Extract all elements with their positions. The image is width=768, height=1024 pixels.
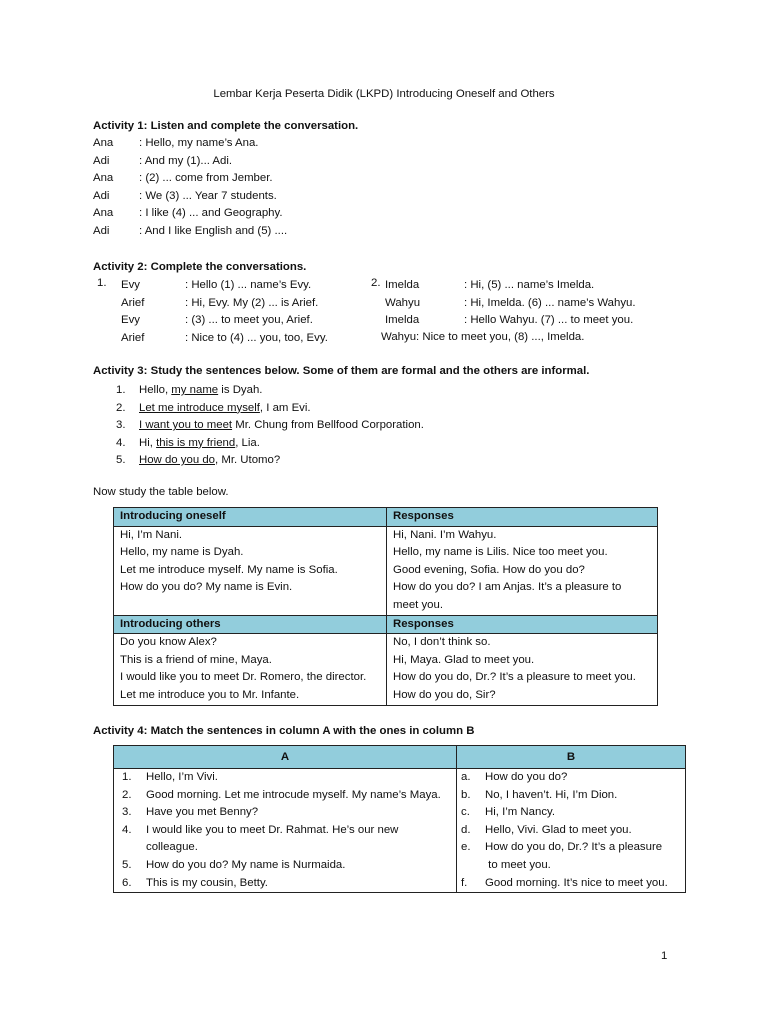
speaker-name: Adi — [93, 154, 110, 167]
conversation-line — [93, 205, 287, 223]
underlined-expression: my name — [171, 384, 219, 396]
item-text: This is my cousin, Betty. — [146, 876, 268, 889]
item-number: d. — [461, 823, 471, 836]
item-number: 6. — [122, 876, 132, 889]
conversation-line — [385, 312, 636, 330]
sentence-item — [116, 417, 424, 435]
table-cell-line: Hi, I’m Nani. — [120, 528, 183, 541]
sentence-suffix: is Dyah. — [218, 384, 263, 396]
match-item — [461, 787, 679, 805]
match-item — [122, 839, 450, 857]
item-number: 4. — [116, 436, 126, 449]
speaker-name: Arief — [121, 296, 145, 309]
introducing-others-cell — [114, 634, 387, 705]
line-text: : Nice to (4) ... you, too, Evy. — [185, 331, 328, 344]
match-item — [122, 857, 450, 875]
item-number: 3. — [116, 419, 126, 432]
speaker-name: Arief — [121, 331, 145, 344]
item-text: Have you met Benny? — [146, 806, 259, 819]
activity3-heading: Activity 3: Study the sentences below. Some of them are formal and the others are informal. — [93, 365, 590, 377]
table-cell-line: How do you do, Sir? — [393, 688, 496, 701]
item-text: colleague. — [146, 841, 198, 854]
speaker-name: Adi — [93, 189, 110, 202]
line-text: : And my (1)... Adi. — [139, 154, 233, 167]
activity2-conv1-number: 1. — [97, 277, 107, 289]
item-number: 2. — [116, 401, 126, 414]
item-text: How do you do, Dr.? It’s a pleasure — [485, 841, 663, 854]
item-number: 5. — [116, 454, 126, 467]
sentence-suffix: , I am Evi. — [259, 401, 311, 414]
line-text: : Hello Wahyu. (7) ... to meet you. — [464, 314, 634, 327]
match-item — [122, 804, 450, 822]
match-item — [122, 875, 450, 893]
column-b-header: B — [457, 746, 686, 769]
conversation-line — [121, 277, 328, 295]
column-a-cell — [114, 769, 457, 893]
speaker-name: Imelda — [385, 314, 420, 327]
speaker-name: Evy — [121, 314, 140, 327]
table-intro: Now study the table below. — [93, 486, 229, 498]
conversation-line — [121, 295, 328, 313]
conversation-line — [93, 188, 287, 206]
match-item — [461, 875, 679, 893]
conversation-line — [93, 170, 287, 188]
sentence-item — [116, 452, 424, 470]
activity2-conversation-1 — [121, 277, 328, 347]
activity4-heading: Activity 4: Match the sentences in column A with the ones in column B — [93, 725, 475, 737]
line-text: : Hello (1) ... name’s Evy. — [185, 279, 312, 291]
line-text: : (2) ... come from Jember. — [139, 172, 273, 185]
match-item — [122, 822, 450, 840]
line-text: : Hi, Imelda. (6) ... name’s Wahyu. — [464, 296, 636, 309]
sentence-suffix: Mr. Chung from Bellfood Corporation. — [232, 419, 424, 432]
underlined-expression: this is my friend — [156, 436, 236, 449]
introductions-table — [113, 507, 658, 706]
match-item — [461, 839, 679, 857]
activity2-conv2-last-line: Wahyu: Nice to meet you, (8) ..., Imelda. — [381, 331, 585, 343]
item-number: e. — [461, 841, 471, 854]
activity3-sentence-list — [116, 382, 424, 470]
item-text: Hi, I’m Nancy. — [485, 806, 556, 819]
item-number: 4. — [122, 823, 132, 836]
table-cell-line: Let me introduce you to Mr. Infante. — [120, 688, 300, 701]
table-cell-line: meet you. — [393, 598, 444, 611]
speaker-name: Adi — [93, 224, 110, 237]
match-item — [461, 804, 679, 822]
item-number: f. — [461, 876, 468, 889]
item-text: Good morning. It’s nice to meet you. — [485, 876, 668, 889]
responses-oneself-cell — [387, 526, 658, 615]
item-text: How do you do? My name is Nurmaida. — [146, 858, 346, 871]
line-text: : (3) ... to meet you, Arief. — [185, 314, 313, 327]
underlined-expression: How do you do — [139, 454, 215, 467]
line-text: : We (3) ... Year 7 students. — [139, 189, 277, 202]
sentence-suffix: , Lia. — [235, 436, 260, 449]
table-cell-line: Hi, Maya. Glad to meet you. — [393, 653, 535, 666]
item-text: Good morning. Let me introcude myself. My name’s Maya. — [146, 788, 441, 801]
line-text: : And I like English and (5) .... — [139, 224, 288, 237]
activity2-conv2-number: 2. — [371, 277, 381, 289]
table-cell-line: No, I don’t think so. — [393, 636, 491, 649]
item-number: c. — [461, 806, 470, 819]
item-text: How do you do? — [485, 771, 568, 783]
conversation-line — [93, 135, 287, 153]
item-text: I would like you to meet Dr. Rahmat. He’s our new — [146, 823, 399, 836]
item-text: Hello, I’m Vivi. — [146, 771, 218, 783]
line-text: : Hi, Evy. My (2) ... is Arief. — [185, 296, 319, 309]
column-b-cell — [457, 769, 686, 893]
table-header-introducing-oneself: Introducing oneself — [114, 508, 387, 527]
column-a-header: A — [114, 746, 457, 769]
table-cell-line: Do you know Alex? — [120, 636, 217, 649]
item-number: 5. — [122, 858, 132, 871]
conversation-line — [385, 295, 636, 313]
sentence-suffix: , Mr. Utomo? — [215, 454, 281, 467]
table-cell-line: Hello, my name is Dyah. — [120, 546, 244, 559]
page-number: 1 — [661, 950, 668, 962]
activity1-heading: Activity 1: Listen and complete the conversation. — [93, 120, 359, 132]
speaker-name: Ana — [93, 172, 114, 185]
table-cell-line: Let me introduce myself. My name is Sofia. — [120, 563, 338, 576]
sentence-item — [116, 400, 424, 418]
conversation-line — [93, 223, 287, 241]
match-item — [122, 769, 450, 787]
matching-table — [113, 745, 686, 893]
activity1-conversation — [93, 135, 287, 241]
activity2-heading: Activity 2: Complete the conversations. — [93, 261, 307, 273]
match-item — [122, 787, 450, 805]
conversation-line — [385, 277, 636, 295]
item-text: to meet you. — [485, 858, 551, 871]
table-cell-line: This is a friend of mine, Maya. — [120, 653, 272, 666]
speaker-name: Evy — [121, 279, 140, 291]
table-cell-line: How do you do? I am Anjas. It’s a pleasure to — [393, 581, 622, 594]
item-text: No, I haven’t. Hi, I’m Dion. — [485, 788, 618, 801]
table-header-introducing-others: Introducing others — [114, 615, 387, 634]
item-number: a. — [461, 771, 471, 783]
page-title: Lembar Kerja Peserta Didik (LKPD) Introducing Oneself and Others — [213, 88, 555, 100]
table-cell-line: How do you do, Dr.? It’s a pleasure to meet you. — [393, 671, 636, 684]
line-text: : Hello, my name’s Ana. — [139, 137, 259, 149]
table-header-responses-2: Responses — [387, 615, 658, 634]
responses-others-cell — [387, 634, 658, 705]
item-number: 1. — [116, 384, 126, 396]
item-number: 3. — [122, 806, 132, 819]
speaker-name: Ana — [93, 137, 114, 149]
match-item — [461, 822, 679, 840]
item-text: Hello, Vivi. Glad to meet you. — [485, 823, 632, 836]
speaker-name: Ana — [93, 207, 114, 220]
table-cell-line: Good evening, Sofia. How do you do? — [393, 563, 585, 576]
item-number: 1. — [122, 771, 132, 783]
table-cell-line: Hi, Nani. I’m Wahyu. — [393, 528, 497, 541]
sentence-item — [116, 382, 424, 400]
line-text: : I like (4) ... and Geography. — [139, 207, 283, 220]
underlined-expression: Let me introduce myself — [139, 401, 260, 414]
underlined-expression: I want you to meet — [139, 419, 233, 432]
table-header-responses-1: Responses — [387, 508, 658, 527]
conversation-line — [93, 153, 287, 171]
item-number: b. — [461, 788, 471, 801]
conversation-line — [121, 312, 328, 330]
introducing-oneself-cell — [114, 526, 387, 615]
table-cell-line: I would like you to meet Dr. Romero, the director. — [120, 671, 367, 684]
line-text: : Hi, (5) ... name’s Imelda. — [464, 279, 595, 291]
conversation-line — [121, 330, 328, 348]
match-item — [461, 769, 679, 787]
activity2-conversation-2 — [385, 277, 636, 330]
speaker-name: Imelda — [385, 279, 420, 291]
item-number: 2. — [122, 788, 132, 801]
table-cell-line: How do you do? My name is Evin. — [120, 581, 293, 594]
sentence-prefix: Hello, — [139, 384, 172, 396]
sentence-item — [116, 435, 424, 453]
speaker-name: Wahyu — [385, 296, 421, 309]
table-cell-line: Hello, my name is Lilis. Nice too meet you. — [393, 546, 608, 559]
sentence-prefix: Hi, — [139, 436, 157, 449]
match-item — [461, 857, 679, 875]
